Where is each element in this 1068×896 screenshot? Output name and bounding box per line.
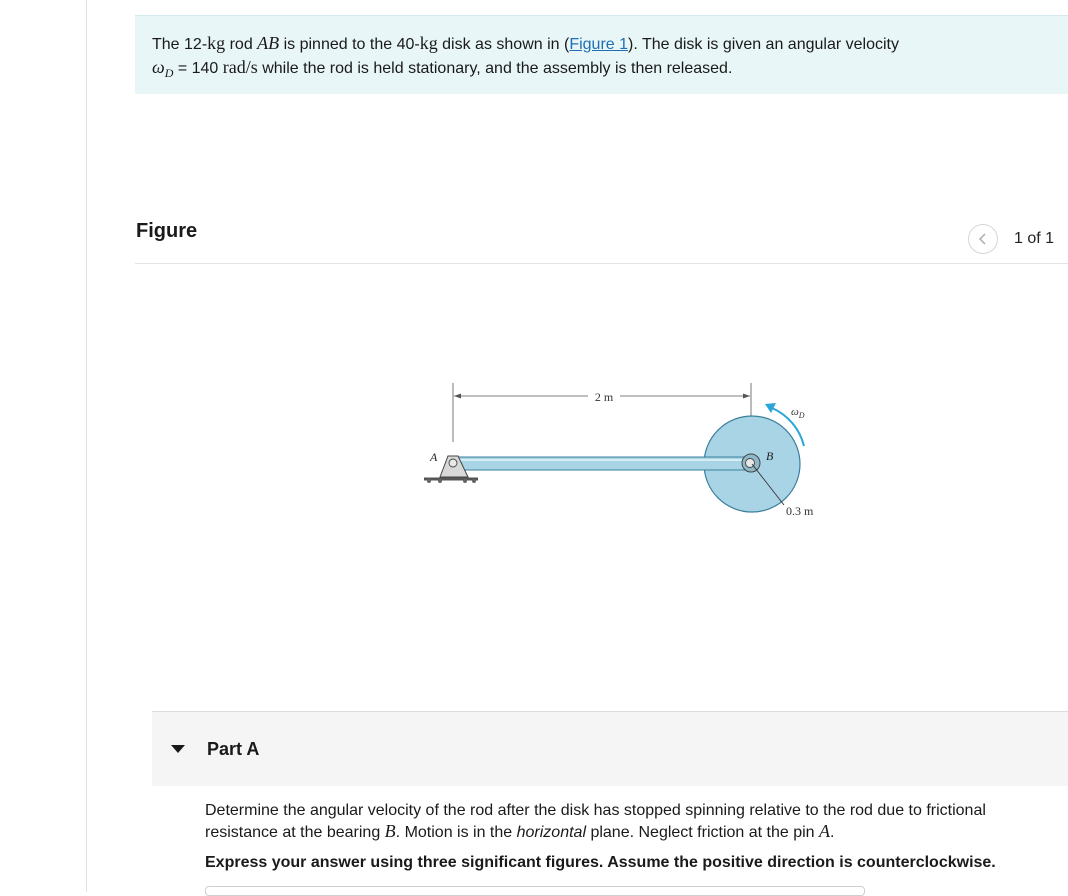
- pager-count: 1 of 1: [1014, 230, 1055, 247]
- question-text: [205, 800, 1055, 843]
- pin-symbol: A: [819, 821, 831, 841]
- question-segment: Determine the angular velocity of the rod after the disk has stopped spinning relative to the rod due to frictional resistance at the bearing: [205, 802, 986, 841]
- problem-text: ). The disk is given an angular velocity: [628, 36, 899, 53]
- unit-kg: kg: [207, 33, 226, 53]
- problem-statement: [135, 15, 1068, 94]
- part-title: Part A: [207, 738, 260, 759]
- omega-d-label: [791, 406, 805, 420]
- caret-down-icon: [171, 745, 185, 753]
- rod-disk-diagram: [410, 370, 850, 530]
- unit-rad-s: rad/s: [222, 57, 258, 77]
- ground-hatch: [463, 479, 467, 483]
- figure-title: Figure: [136, 220, 198, 242]
- problem-text: is pinned to the 40-: [279, 36, 420, 53]
- question-segment: . Motion is in the: [395, 824, 517, 841]
- omega-symbol: ω: [791, 406, 799, 418]
- pin-a: [449, 459, 457, 467]
- omega-symbol: ω: [152, 57, 165, 77]
- omega-subscript: D: [164, 66, 174, 81]
- figure-link[interactable]: Figure 1: [569, 36, 629, 53]
- answer-instruction: Express your answer using three significant figures. Assume the positive direction is counterclockwise.: [205, 854, 996, 871]
- ground-hatch: [472, 479, 476, 483]
- problem-text: The 12-: [152, 36, 208, 53]
- rod-ab: [447, 457, 752, 470]
- length-label: 2 m: [594, 390, 614, 404]
- chevron-left-icon: [977, 232, 989, 246]
- part-a-header[interactable]: [152, 712, 1068, 786]
- bearing-symbol: B: [384, 821, 396, 841]
- problem-text: disk as shown in (: [437, 36, 570, 53]
- figure-divider: [135, 263, 1068, 264]
- question-emphasis: horizontal: [516, 824, 586, 841]
- omega-subscript: D: [798, 411, 805, 420]
- dimension-arrowhead-right: [743, 394, 750, 399]
- previous-figure-button[interactable]: [968, 224, 998, 254]
- point-a-label: A: [430, 450, 438, 464]
- point-b-label: B: [766, 449, 774, 463]
- question-segment: .: [830, 824, 835, 841]
- radius-label: 0.3 m: [786, 504, 814, 518]
- ground-hatch: [427, 479, 431, 483]
- problem-text: = 140: [173, 60, 223, 77]
- left-divider: [86, 0, 87, 892]
- question-segment: plane. Neglect friction at the pin: [586, 824, 820, 841]
- problem-text: while the rod is held stationary, and the assembly is then released.: [257, 60, 733, 77]
- rod-symbol: AB: [257, 33, 280, 53]
- ground-hatch: [438, 479, 442, 483]
- figure-pager: [968, 224, 1054, 254]
- problem-text: rod: [225, 36, 258, 53]
- unit-kg: kg: [419, 33, 438, 53]
- dimension-arrowhead-left: [454, 394, 461, 399]
- answer-box[interactable]: [205, 886, 865, 896]
